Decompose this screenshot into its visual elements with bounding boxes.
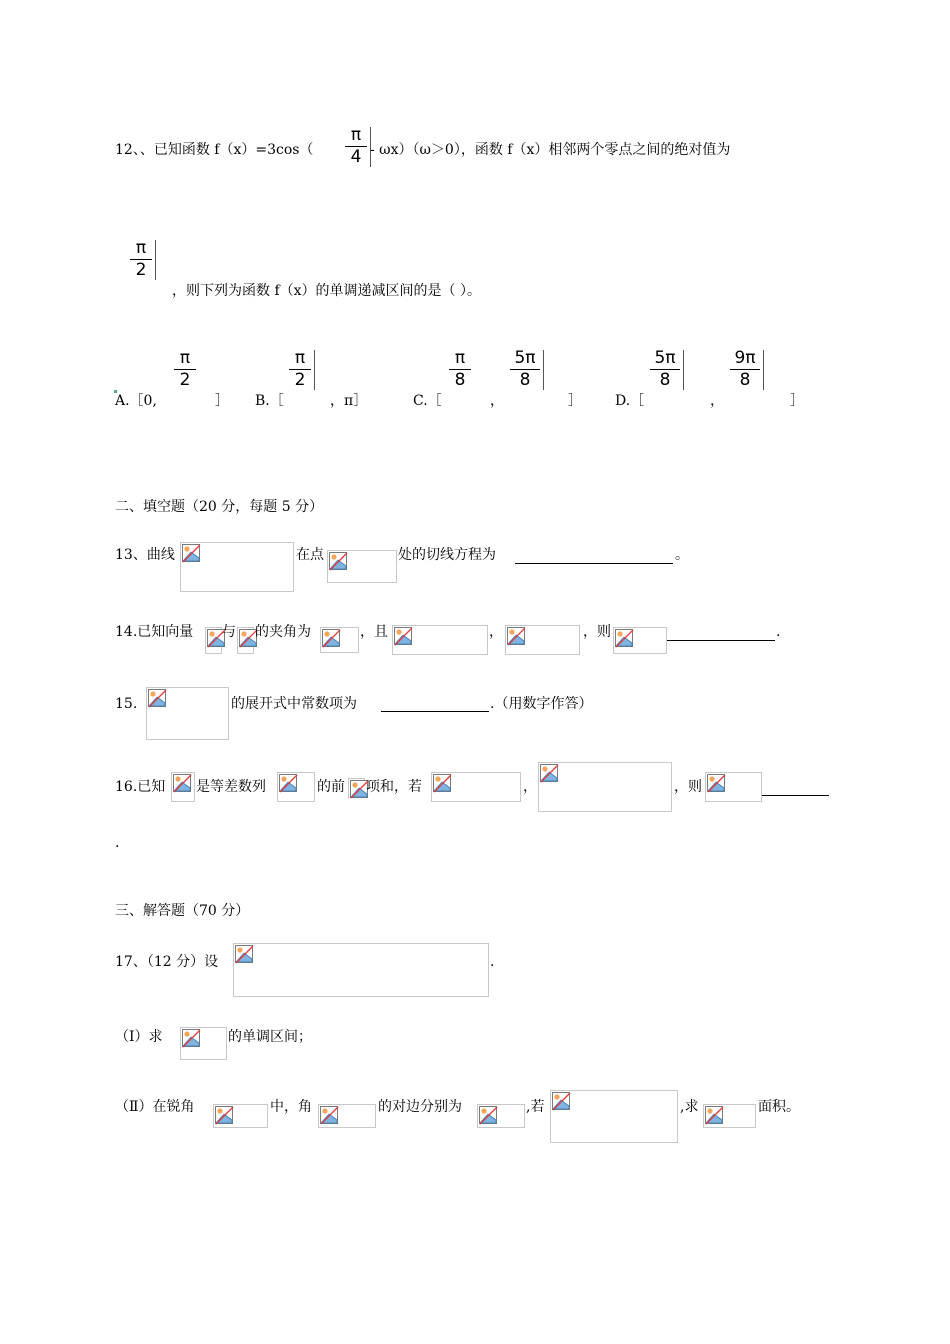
answer-blank bbox=[762, 795, 829, 796]
q16-text-e: ， bbox=[523, 779, 537, 795]
broken-image-icon bbox=[327, 550, 397, 583]
broken-image-icon bbox=[318, 1104, 376, 1128]
broken-image-icon bbox=[180, 1027, 227, 1060]
broken-image-icon bbox=[213, 1104, 268, 1128]
answer-blank bbox=[667, 640, 775, 641]
q15-text-b: 的展开式中常数项为 bbox=[231, 696, 357, 712]
q16-text-f: ，则 bbox=[674, 779, 702, 795]
broken-image-icon bbox=[550, 1090, 678, 1143]
q17-part2-f: 面积。 bbox=[758, 1099, 800, 1115]
section-2-title: 二、填空题（20 分，每题 5 分） bbox=[115, 499, 324, 515]
broken-image-icon bbox=[277, 772, 315, 802]
q14-text-g: . bbox=[776, 624, 781, 640]
broken-image-icon bbox=[205, 627, 222, 654]
q16-text-c: 的前 bbox=[317, 779, 345, 795]
q17-text-b: . bbox=[490, 954, 495, 970]
option-c-prefix: C.［ bbox=[413, 393, 442, 409]
option-c-fraction-1: $\frac{\pi}{8}$ bbox=[449, 348, 471, 391]
option-c-close: ］ bbox=[568, 393, 582, 409]
broken-image-icon bbox=[505, 625, 580, 655]
option-a-fraction: $\frac{\pi}{2}$ bbox=[174, 348, 196, 391]
q17-part2-b: 中，角 bbox=[270, 1099, 312, 1115]
answer-blank bbox=[381, 711, 489, 712]
q14-text-f: ，则 bbox=[583, 624, 611, 640]
fraction-pi-over-4: $\frac{\pi}{4}$ bbox=[345, 125, 367, 168]
answer-blank bbox=[515, 563, 673, 564]
broken-image-icon bbox=[477, 1104, 525, 1128]
broken-image-icon bbox=[703, 1104, 756, 1128]
q13-text-b: 在点 bbox=[296, 547, 324, 563]
broken-image-icon bbox=[237, 627, 254, 654]
option-c-comma: ， bbox=[490, 393, 504, 409]
q17-part2-e: ,求 bbox=[680, 1099, 699, 1115]
option-c-fraction-2: $\frac{5\pi}{8}$ bbox=[510, 348, 540, 391]
q13-text-c: 处的切线方程为 bbox=[398, 547, 496, 563]
broken-image-icon bbox=[613, 627, 667, 654]
option-d-close: ］ bbox=[790, 393, 804, 409]
q16-text-g: . bbox=[115, 835, 120, 851]
q14-text-d: ，且 bbox=[360, 624, 388, 640]
broken-image-icon bbox=[705, 772, 762, 802]
option-b-suffix: ，π］ bbox=[330, 393, 368, 409]
broken-image-icon bbox=[348, 778, 365, 798]
option-b-fraction: $\frac{\pi}{2}$ bbox=[289, 348, 311, 391]
option-d-fraction-2: $\frac{9\pi}{8}$ bbox=[730, 348, 760, 391]
q14-text-c: 的夹角为 bbox=[255, 624, 311, 640]
option-d-fraction-1: $\frac{5\pi}{8}$ bbox=[650, 348, 680, 391]
q17-part2-d: ,若 bbox=[526, 1099, 545, 1115]
q12-line1-suffix: - ωx）（ω＞0），函数 f（x）相邻两个零点之间的绝对值为 bbox=[370, 142, 731, 158]
q16-text-d: 项和，若 bbox=[366, 779, 422, 795]
broken-image-icon bbox=[392, 625, 488, 655]
fraction-pi-over-2: $\frac{\pi}{2}$ bbox=[130, 238, 152, 281]
q13-text-d: 。 bbox=[675, 547, 689, 563]
broken-image-icon bbox=[171, 772, 195, 802]
q17-part1-b: 的单调区间； bbox=[228, 1029, 312, 1045]
option-d-comma: ， bbox=[710, 393, 724, 409]
q12-line2: ，则下列为函数 f（x）的单调递减区间的是（ ）。 bbox=[172, 283, 481, 299]
q16-text-b: 是等差数列 bbox=[196, 779, 266, 795]
broken-image-icon bbox=[320, 627, 359, 653]
q17-text-a: 17、（12 分）设 bbox=[115, 954, 219, 970]
q17-part2-c: 的对边分别为 bbox=[378, 1099, 462, 1115]
q17-part1-a: （Ⅰ）求 bbox=[115, 1029, 163, 1045]
q14-text-b: 与 bbox=[222, 624, 236, 640]
q13-text-a: 13、曲线 bbox=[115, 547, 175, 563]
q12-line1-prefix: 12、、已知函数 f（x）=3cos（ bbox=[115, 142, 314, 158]
q17-part2-a: （Ⅱ）在锐角 bbox=[115, 1099, 195, 1115]
broken-image-icon bbox=[538, 762, 672, 812]
broken-image-icon bbox=[180, 542, 294, 592]
option-b-prefix: B.［ bbox=[255, 393, 284, 409]
section-3-title: 三、解答题（70 分） bbox=[115, 903, 250, 919]
broken-image-icon bbox=[431, 772, 521, 802]
q15-text-a: 15. bbox=[115, 696, 138, 712]
q15-text-c: .（用数字作答） bbox=[490, 696, 593, 712]
option-a-close: ］ bbox=[215, 393, 229, 409]
q16-text-a: 16.已知 bbox=[115, 779, 166, 795]
q14-text-a: 14.已知向量 bbox=[115, 624, 194, 640]
q14-text-e: ， bbox=[489, 624, 503, 640]
option-d-prefix: D.［ bbox=[615, 393, 645, 409]
broken-image-icon bbox=[146, 687, 229, 740]
broken-image-icon bbox=[233, 943, 489, 997]
option-a-prefix: A.［0, bbox=[115, 393, 157, 409]
